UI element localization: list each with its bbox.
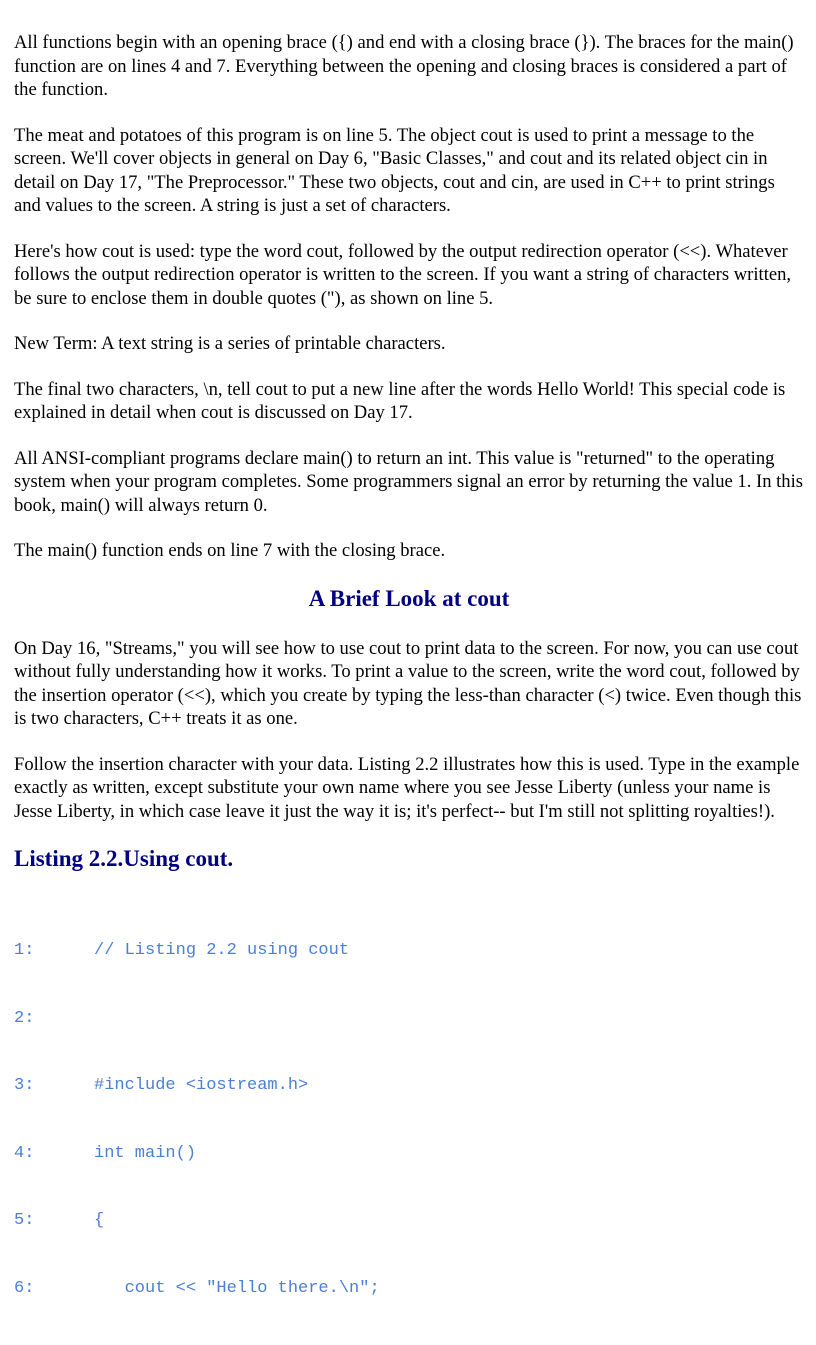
paragraph-cout-usage: Here's how cout is used: type the word cout, followed by the output redirection operator (<<). Whatever follows the output redirection operator is written to the screen. If you want a string of characters written, be sure to enclose them in double quotes ("), as shown on line 5. — [14, 240, 792, 309]
code-line — [14, 1008, 804, 1031]
code-line — [14, 1210, 804, 1233]
code-listing — [14, 895, 804, 1345]
code-text: #include <iostream.h> — [94, 1076, 309, 1095]
code-line — [14, 1075, 804, 1098]
paragraph-new-term: New Term: A text string is a series of printable characters. — [14, 333, 446, 354]
line-number: 2: — [14, 1008, 35, 1028]
code-line — [14, 1143, 804, 1166]
paragraph-insertion-character: Follow the insertion character with your data. Listing 2.2 illustrates how this is used. Type in the example exactly as written, except substitute your own name where you see Jesse Liberty (unless your name is Jesse Liberty, in which case leave it just the way it is; it's perfect-- but I'm still not splitting royalties!). — [14, 753, 800, 822]
code-line — [14, 1278, 804, 1301]
paragraph-meat-and-potatoes: The meat and potatoes of this program is on line 5. The object cout is used to print a message to the screen. We'll cover objects in general on Day 6, "Basic Classes," and cout and its related object cin in detail on Day 17, "The Preprocessor." These two objects, cout and cin, are used in C++ to print strings and values to the screen. A string is just a set of characters. — [14, 124, 775, 216]
line-number: 6: — [14, 1278, 35, 1298]
code-text: cout << "Hello there.\n"; — [94, 1278, 380, 1298]
line-number: 1: — [14, 941, 35, 960]
paragraph-functions-braces: All functions begin with an opening brace ({) and end with a closing brace (}). The braces for the main() function are on lines 4 and 7. Everything between the opening and closing braces is considered a part of the function. — [14, 32, 794, 100]
code-text: int main() — [94, 1143, 197, 1163]
paragraph-main-ends: The main() function ends on line 7 with the closing brace. — [14, 540, 446, 561]
code-text: { — [94, 1211, 105, 1230]
document-page — [14, 31, 804, 1345]
code-line — [14, 940, 804, 963]
line-number: 5: — [14, 1211, 35, 1230]
line-number: 4: — [14, 1143, 35, 1163]
paragraph-streams: On Day 16, "Streams," you will see how to use cout to print data to the screen. For now, you can use cout without fully understanding how it works. To print a value to the screen, write the word cout, followed by the insertion operator (<<), which you create by typing the less-than character (<) twice. Even though this is two characters, C++ treats it as one. — [14, 637, 802, 729]
code-text: // Listing 2.2 using cout — [94, 941, 350, 960]
section-heading: A Brief Look at cout — [308, 585, 510, 611]
paragraph-ansi-main: All ANSI-compliant programs declare main() to return an int. This value is "returned" to the operating system when your program completes. Some programmers signal an error by returning the value 1. In this book, main() will always return 0. — [14, 447, 804, 516]
line-number: 3: — [14, 1076, 35, 1095]
paragraph-newline-characters: The final two characters, \n, tell cout to put a new line after the words Hello World! This special code is explained in detail when cout is discussed on Day 17. — [14, 378, 786, 423]
listing-heading: Listing 2.2.Using cout. — [14, 846, 234, 871]
